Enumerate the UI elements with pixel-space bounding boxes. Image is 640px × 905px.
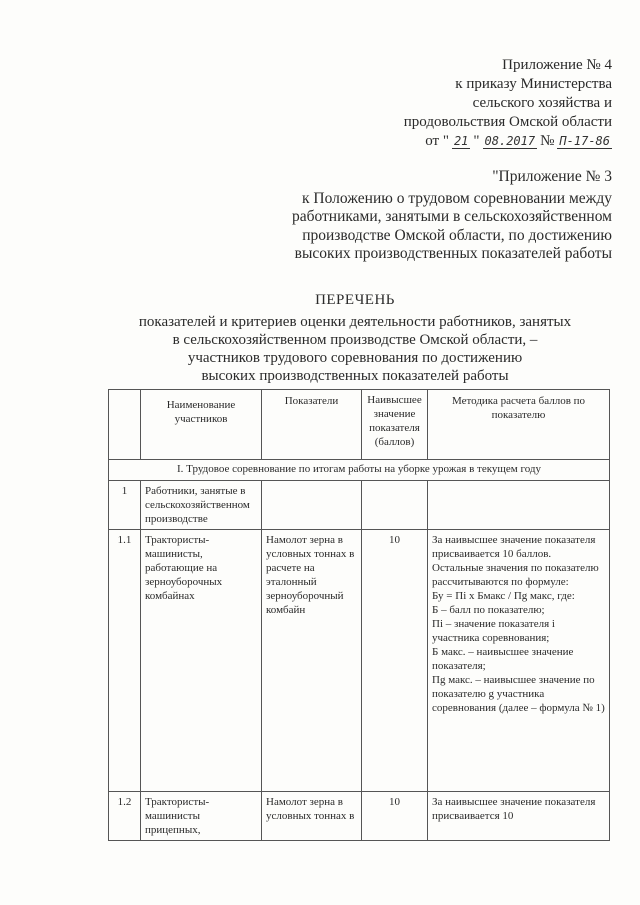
method-line: За наивысшее значение показателя присваивается 10 [432, 796, 596, 822]
number-label: № [540, 133, 555, 149]
row-method [428, 481, 610, 530]
appendix-4-line: к приказу Министерства [455, 76, 612, 92]
title-line: в сельскохозяйственном производстве Омской области, – [172, 332, 538, 348]
section-title: I. Трудовое соревнование по итогам работы на уборке урожая в текущем году [109, 460, 610, 481]
title-heading: ПЕРЕЧЕНЬ [315, 292, 395, 308]
table-row [109, 481, 610, 530]
appendix-4-line: сельского хозяйства и [472, 95, 612, 111]
table-header-row [109, 390, 610, 460]
section-row [109, 460, 610, 481]
title-line: участников трудового соревнования по достижению [187, 350, 523, 366]
row-method [428, 792, 610, 841]
header-number [109, 390, 141, 460]
row-number: 1.1 [109, 530, 141, 792]
date-quote: " [473, 133, 480, 149]
appendix-4-header [352, 56, 612, 151]
row-max-value: 10 [362, 792, 428, 841]
row-participants: Работники, занятые в сельскохозяйственном производстве [141, 481, 262, 530]
header-method: Методика расчета баллов по показателю [428, 390, 610, 460]
row-participants: Трактористы-машинисты прицепных, [141, 792, 262, 841]
row-indicator: Намолот зерна в условных тоннах в расчете на эталонный зерноуборочный комбайн [262, 530, 362, 792]
header-participants: Наименование участников [141, 390, 262, 460]
appendix-3-header [272, 168, 612, 264]
appendix-3-line: работниками, занятыми в сельскохозяйственном [291, 208, 612, 225]
row-max-value: 10 [362, 530, 428, 792]
order-date-line [352, 132, 612, 151]
method-line: Остальные значения по показателю рассчитываются по формуле: [432, 562, 599, 588]
method-line: Б – балл по показателю; [432, 604, 545, 616]
row-indicator [262, 481, 362, 530]
appendix-4-line: Приложение № 4 [502, 57, 612, 73]
title-line: высоких производственных показателей работы [201, 368, 509, 384]
row-number: 1.2 [109, 792, 141, 841]
date-prefix: от " [425, 133, 449, 149]
date-month-year: 08.2017 [484, 134, 536, 148]
method-formula: Бу = Пi х Бмакс / Пg макс, где: [432, 590, 575, 602]
appendix-3-title: "Приложение № 3 [492, 168, 612, 185]
appendix-3-line: к Положению о трудовом соревновании между [302, 189, 612, 207]
appendix-4-line: продовольствия Омской области [403, 114, 612, 130]
row-participants: Трактористы-машинисты, работающие на зерноуборочных комбайнах [141, 530, 262, 792]
row-method [428, 530, 610, 792]
order-number: П-17-86 [559, 134, 610, 148]
table-row [109, 792, 610, 841]
method-line: За наивысшее значение показателя присваивается 10 баллов. [432, 534, 596, 560]
method-line: Пi – значение показателя i участника соревнования; [432, 618, 555, 644]
date-day: 21 [453, 134, 469, 148]
row-max-value [362, 481, 428, 530]
row-indicator: Намолот зерна в условных тоннах в [262, 792, 362, 841]
header-indicators: Показатели [262, 390, 362, 460]
header-max-value: Наивысшее значение показателя (баллов) [362, 390, 428, 460]
table-row [109, 530, 610, 792]
method-line: Б макс. – наивысшее значение показателя; [432, 646, 574, 672]
appendix-3-line: производстве Омской области, по достижению [302, 226, 612, 244]
row-number: 1 [109, 481, 141, 530]
title-line: показателей и критериев оценки деятельности работников, занятых [138, 314, 572, 330]
document-title [130, 291, 580, 385]
method-line: Пg макс. – наивысшее значение по показателю g участника соревнования (далее – формула № 1) [432, 674, 605, 714]
appendix-3-line: высоких производственных показателей работы [294, 245, 612, 262]
criteria-table [108, 389, 610, 841]
